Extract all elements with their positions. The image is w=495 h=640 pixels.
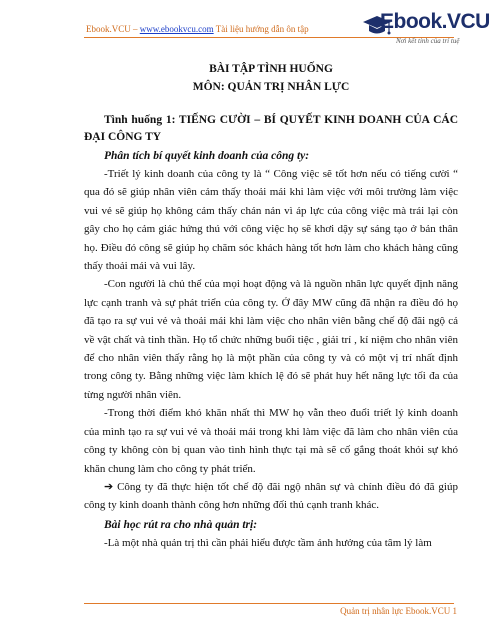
ebookvcu-logo [360,8,490,56]
page-header [86,24,309,34]
document-title: BÀI TẬP TÌNH HUỐNG [209,63,333,75]
paragraph-2: -Con người là chủ thể của mọi hoạt động và là nguồn nhân lực quyết định năng lực cạnh tranh và sự phát triển của công ty. Ở đây MW cũng đã nhận ra điều đó họ đã tạo ra sự vui vẻ và thoải mái khi làm việc cho nhân viên bằng chế độ đãi ngộ cả về vật chất và tinh thần. Họ tổ chức những buổi tiệc , giải trí , kỉ niệm cho nhân viên để cho nhân viên thấy rằng họ là một phần của công ty và có một vị trí nhất định trong công ty. Bằng những việc làm khích lệ đó sẽ phát huy hết năng lực tối đa của từng người nhân viên. [84,278,458,401]
paragraph-1: -Triết lý kinh doanh của công ty là “ Công việc sẽ tốt hơn nếu có tiếng cười “ qua đó sẽ giúp nhân viên cảm thấy thoải mái khi làm việc với môi trường làm việc vui vẻ sẽ giúp họ không cảm thấy chán nản vì áp lực của công việc mà trái lại còn gây cho họ cảm giác hứng thú với công việc họ sẽ khơi dậy sự sáng tạo ở bản thân họ. Điều đó công sẽ giúp họ chăm sóc khách hàng tốt hơn làm cho khách hàng cũng thấy thoải mái và vui lây. [84,168,458,273]
paragraph-3: -Trong thời điểm khó khăn nhất thì MW họ vẫn theo đuổi triết lý kinh doanh của mình tạo ra sự vui vẻ và thoải mái trong khi làm việc đã làm cho nhân viên của công ty không còn bị quan vào tình hình thực tại mà sẽ cố gắng thoát khỏi sự khó khăn chung làm cho công ty phát triển. [84,407,458,475]
document-subject: MÔN: QUẢN TRỊ NHÂN LỰC [192,81,350,93]
header-site-name: Ebook.VCU [86,24,131,34]
header-doc-type: Tài liệu hướng dẫn ôn tập [213,24,309,34]
page-footer: Quản trị nhân lực Ebook.VCU 1 [340,606,457,616]
analysis-heading: Phân tích bí quyết kinh doanh của công ty: [104,150,310,162]
lesson-paragraph: -Là một nhà quản trị thì cần phải hiểu được tầm ảnh hưởng của tâm lý làm [104,536,432,549]
case-heading: Tình huống 1: TIẾNG CƯỜI – BÍ QUYẾT KINH DOANH CỦA CÁC ĐẠI CÔNG TY [84,114,458,143]
conclusion-paragraph: ➔ Công ty đã thực hiện tốt chế độ đãi ngộ nhân sự và chính điều đó đã giúp công ty kinh doanh thành công hơn những đối thủ cạnh tranh khác. [84,480,458,512]
header-url-link[interactable]: www.ebookvcu.com [139,24,214,34]
footer-divider [84,603,454,604]
header-dash: – [130,24,140,34]
logo-tagline: Nơi kết tinh của trí tuệ [396,37,460,45]
document-body [84,56,458,552]
lesson-heading: Bài học rút ra cho nhà quản trị: [104,518,258,531]
logo-wordmark: Ebook.VCU [380,10,490,33]
